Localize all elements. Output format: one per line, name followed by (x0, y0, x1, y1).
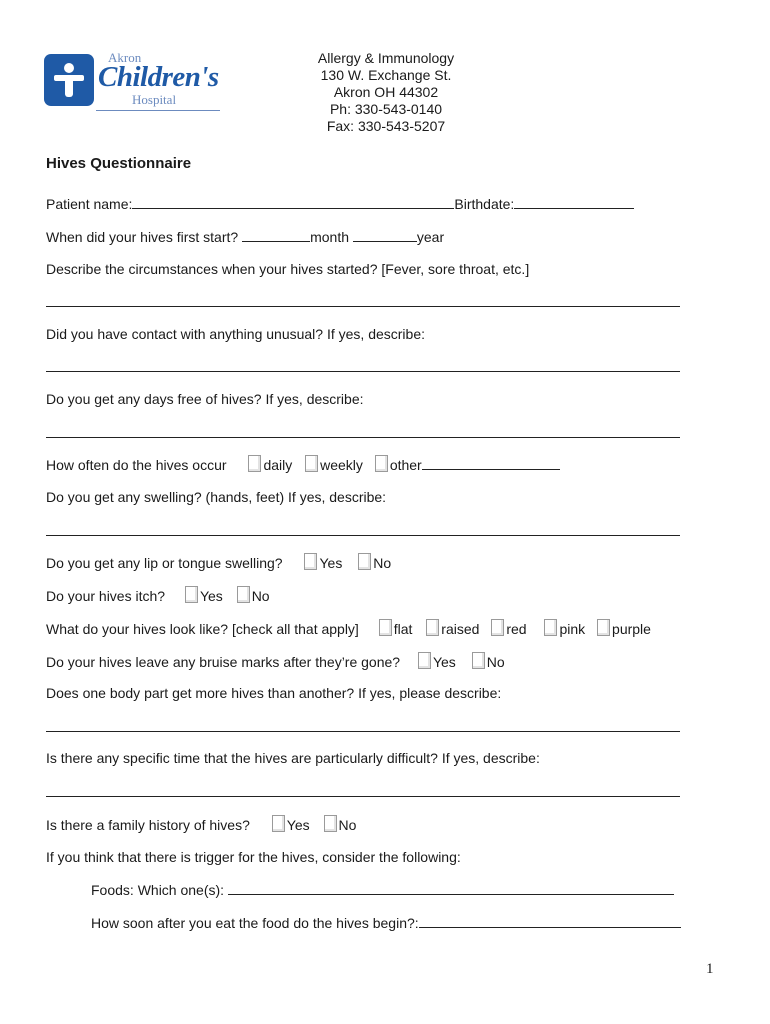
address-block (300, 50, 472, 135)
purple-checkbox[interactable] (597, 619, 610, 636)
other-checkbox[interactable] (375, 455, 388, 472)
first-start-row (46, 227, 444, 246)
itch-yes-label: Yes (199, 588, 223, 604)
foods-label: Foods: Which one(s): (91, 882, 225, 898)
bruise-row (46, 652, 505, 671)
other-label: other (389, 457, 422, 473)
daily-checkbox[interactable] (248, 455, 261, 472)
food-onset-field[interactable] (419, 913, 681, 928)
logo-underline (96, 110, 220, 111)
body-part-answer-line[interactable] (46, 731, 680, 732)
lip-swelling-row (46, 553, 391, 572)
flat-checkbox[interactable] (379, 619, 392, 636)
specific-time-question: Is there any specific time that the hives are particularly difficult? If yes, describe: (46, 750, 540, 766)
child-figure-icon (44, 54, 94, 106)
circumstances-question: Describe the circumstances when your hives started? [Fever, sore throat, etc.] (46, 261, 530, 277)
itch-row (46, 586, 270, 605)
phone-number: Ph: 330-543-0140 (329, 101, 443, 117)
weekly-checkbox[interactable] (305, 455, 318, 472)
foods-field[interactable] (228, 880, 674, 895)
weekly-label: weekly (320, 457, 363, 473)
logo-text-childrens: Children's (98, 61, 219, 93)
city-address: Akron OH 44302 (333, 84, 439, 100)
red-checkbox[interactable] (491, 619, 504, 636)
pink-label: pink (559, 621, 586, 637)
appearance-question: What do your hives look like? [check all that apply] (46, 621, 359, 637)
lip-yes-checkbox[interactable] (304, 553, 317, 570)
lip-swelling-question: Do you get any lip or tongue swelling? (46, 555, 283, 571)
lip-no-label: No (373, 555, 392, 571)
days-free-answer-line[interactable] (46, 437, 680, 438)
hospital-logo (44, 50, 224, 118)
trigger-intro: If you think that there is trigger for the hives, consider the following: (46, 849, 461, 865)
logo-text-hospital: Hospital (132, 92, 177, 107)
patient-info-row (46, 194, 634, 213)
purple-label: purple (612, 621, 651, 637)
family-history-question: Is there a family history of hives? (46, 817, 250, 833)
family-history-row (46, 815, 356, 834)
lip-no-checkbox[interactable] (358, 553, 371, 570)
bruise-yes-checkbox[interactable] (418, 652, 431, 669)
bruise-no-checkbox[interactable] (472, 652, 485, 669)
lip-yes-label: Yes (319, 555, 343, 571)
start-year-field[interactable] (353, 227, 417, 242)
family-no-checkbox[interactable] (324, 815, 337, 832)
logo-text-akron: Akron (108, 50, 142, 65)
page-number: 1 (706, 961, 714, 977)
pink-checkbox[interactable] (544, 619, 557, 636)
frequency-row (46, 455, 560, 474)
bruise-yes-label: Yes (432, 654, 456, 670)
circumstances-answer-line[interactable] (46, 306, 680, 307)
days-free-question: Do you get any days free of hives? If yes, describe: (46, 391, 364, 407)
first-start-question: When did your hives first start? (46, 229, 239, 245)
body-part-question: Does one body part get more hives than another? If yes, please describe: (46, 685, 502, 701)
frequency-question: How often do the hives occur (46, 457, 227, 473)
start-month-field[interactable] (242, 227, 310, 242)
red-label: red (506, 621, 527, 637)
contact-question: Did you have contact with anything unusual? If yes, describe: (46, 326, 425, 342)
itch-yes-checkbox[interactable] (185, 586, 198, 603)
form-title: Hives Questionnaire (46, 155, 192, 172)
street-address: 130 W. Exchange St. (320, 67, 452, 83)
raised-label: raised (441, 621, 480, 637)
fax-number: Fax: 330-543-5207 (326, 118, 446, 134)
family-yes-label: Yes (286, 817, 310, 833)
itch-no-label: No (251, 588, 270, 604)
family-no-label: No (338, 817, 357, 833)
other-frequency-field[interactable] (422, 455, 560, 470)
swelling-answer-line[interactable] (46, 535, 680, 536)
family-yes-checkbox[interactable] (272, 815, 285, 832)
year-label: year (416, 229, 445, 245)
birthdate-label: Birthdate: (454, 196, 515, 212)
birthdate-field[interactable] (514, 194, 634, 209)
month-label: month (310, 229, 349, 245)
patient-name-label: Patient name: (46, 196, 133, 212)
contact-answer-line[interactable] (46, 371, 680, 372)
itch-question: Do your hives itch? (46, 588, 166, 604)
appearance-row (46, 619, 651, 638)
bruise-no-label: No (486, 654, 505, 670)
foods-row (91, 880, 674, 899)
raised-checkbox[interactable] (426, 619, 439, 636)
swelling-question: Do you get any swelling? (hands, feet) If yes, describe: (46, 489, 387, 505)
bruise-question: Do your hives leave any bruise marks after they’re gone? (46, 654, 401, 670)
specific-time-answer-line[interactable] (46, 796, 680, 797)
patient-name-field[interactable] (132, 194, 454, 209)
food-onset-label: How soon after you eat the food do the hives begin?: (91, 915, 419, 931)
department-name: Allergy & Immunology (317, 50, 455, 66)
daily-label: daily (263, 457, 293, 473)
food-onset-row (91, 913, 681, 932)
itch-no-checkbox[interactable] (237, 586, 250, 603)
flat-label: flat (393, 621, 413, 637)
